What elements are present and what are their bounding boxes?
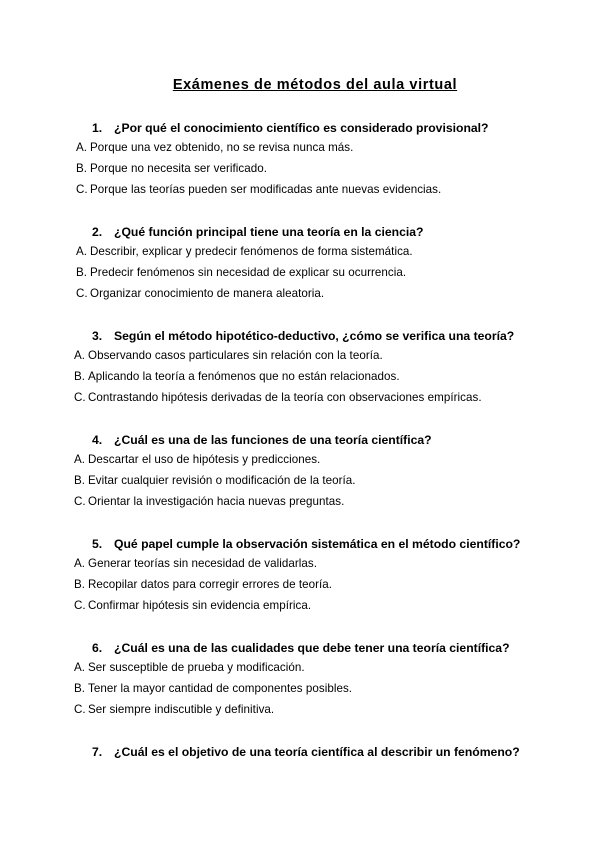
- option-text: Tener la mayor cantidad de componentes posibles.: [88, 682, 353, 695]
- option-letter: C.: [74, 495, 86, 508]
- option-text: Orientar la investigación hacia nuevas preguntas.: [88, 495, 345, 508]
- option-letter: B.: [74, 370, 86, 383]
- option-text: Describir, explicar y predecir fenómenos de forma sistemática.: [90, 245, 413, 258]
- option-letter: B.: [74, 682, 86, 695]
- answer-option: [74, 598, 311, 613]
- answer-option: [74, 348, 383, 363]
- question-text: [92, 328, 514, 344]
- question-text: [92, 536, 520, 552]
- question-text: [92, 640, 510, 656]
- question-label: Según el método hipotético-deductivo, ¿cómo se verifica una teoría?: [114, 329, 515, 343]
- question-number: 5.: [92, 537, 103, 551]
- document-title: Exámenes de métodos del aula virtual: [172, 77, 458, 93]
- question-number: 6.: [92, 641, 103, 655]
- option-letter: C.: [76, 183, 88, 196]
- option-letter: C.: [74, 599, 86, 612]
- option-letter: A.: [74, 557, 86, 570]
- question-label: Qué papel cumple la observación sistemática en el método científico?: [114, 537, 521, 551]
- answer-option: [74, 452, 320, 467]
- option-text: Ser susceptible de prueba y modificación.: [88, 661, 305, 674]
- option-letter: A.: [76, 141, 88, 154]
- question-number: 4.: [92, 433, 103, 447]
- answer-option: [76, 265, 406, 280]
- option-letter: C.: [74, 703, 86, 716]
- option-letter: A.: [74, 661, 86, 674]
- answer-option: [74, 660, 305, 675]
- option-text: Recopilar datos para corregir errores de teoría.: [88, 578, 333, 591]
- answer-option: [74, 494, 344, 509]
- option-letter: B.: [74, 474, 86, 487]
- question-number: 2.: [92, 225, 103, 239]
- question-label: ¿Cuál es una de las funciones de una teoría científica?: [114, 433, 432, 447]
- answer-option: [74, 577, 332, 592]
- question-number: 7.: [92, 745, 103, 759]
- option-text: Contrastando hipótesis derivadas de la teoría con observaciones empíricas.: [88, 391, 482, 404]
- option-letter: A.: [76, 245, 88, 258]
- option-text: Confirmar hipótesis sin evidencia empírica.: [88, 599, 312, 612]
- answer-option: [74, 369, 400, 384]
- answer-option: [74, 556, 317, 571]
- answer-option: [74, 473, 356, 488]
- option-text: Porque las teorías pueden ser modificadas ante nuevas evidencias.: [90, 183, 442, 196]
- option-letter: B.: [76, 266, 88, 279]
- question-text: [92, 432, 432, 448]
- option-letter: C.: [76, 287, 88, 300]
- answer-option: [76, 244, 413, 259]
- answer-option: [76, 286, 324, 301]
- option-text: Aplicando la teoría a fenómenos que no están relacionados.: [88, 370, 400, 383]
- question-label: ¿Cuál es el objetivo de una teoría científica al describir un fenómeno?: [114, 745, 520, 759]
- question-label: ¿Por qué el conocimiento científico es considerado provisional?: [114, 121, 489, 135]
- option-text: Observando casos particulares sin relación con la teoría.: [88, 349, 383, 362]
- option-text: Generar teorías sin necesidad de validarlas.: [88, 557, 318, 570]
- option-text: Organizar conocimiento de manera aleatoria.: [90, 287, 325, 300]
- answer-option: [74, 390, 482, 405]
- option-text: Evitar cualquier revisión o modificación de la teoría.: [88, 474, 356, 487]
- question-text: [92, 224, 424, 240]
- option-text: Ser siempre indiscutible y definitiva.: [88, 703, 275, 716]
- option-text: Predecir fenómenos sin necesidad de explicar su ocurrencia.: [90, 266, 407, 279]
- option-text: Porque no necesita ser verificado.: [90, 162, 267, 175]
- question-number: 1.: [92, 121, 103, 135]
- option-text: Porque una vez obtenido, no se revisa nunca más.: [90, 141, 354, 154]
- answer-option: [76, 161, 267, 176]
- question-label: ¿Qué función principal tiene una teoría en la ciencia?: [114, 225, 424, 239]
- question-text: [92, 744, 520, 760]
- answer-option: [74, 702, 274, 717]
- question-label: ¿Cuál es una de las cualidades que debe tener una teoría científica?: [114, 641, 510, 655]
- answer-option: [76, 140, 353, 155]
- option-letter: B.: [76, 162, 88, 175]
- option-letter: A.: [74, 349, 86, 362]
- question-text: [92, 120, 489, 136]
- question-number: 3.: [92, 329, 103, 343]
- answer-option: [74, 681, 352, 696]
- option-letter: B.: [74, 578, 86, 591]
- answer-option: [76, 182, 441, 197]
- option-letter: C.: [74, 391, 86, 404]
- option-text: Descartar el uso de hipótesis y predicciones.: [88, 453, 321, 466]
- option-letter: A.: [74, 453, 86, 466]
